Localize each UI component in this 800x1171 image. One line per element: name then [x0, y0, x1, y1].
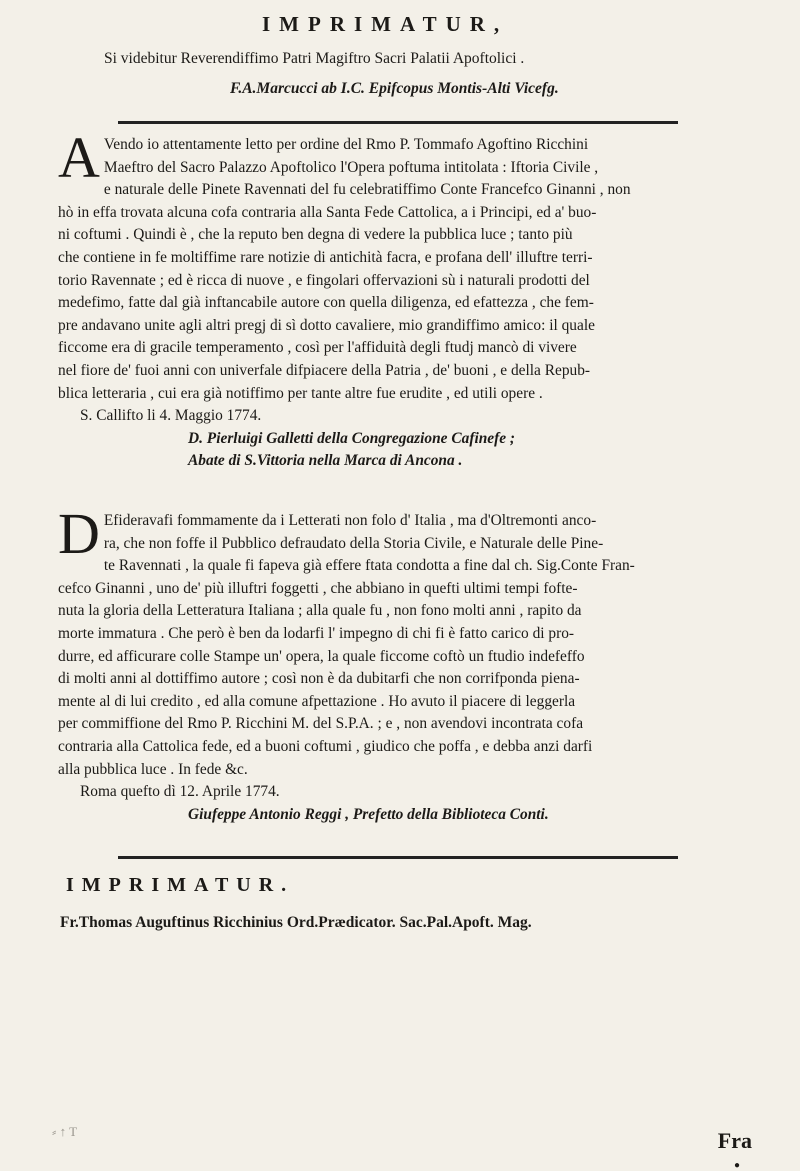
- approval-reggi-line: nuta la gloria della Letteratura Italiana ; alla quale fu , non fono molti anni , rapito da: [58, 602, 582, 620]
- galletti-title: Abate di S.Vittoria nella Marca di Ancona .: [188, 452, 463, 470]
- approval-galletti-line: blica letteraria , cui era già notiffimo per tante altre fue erudite , ed utili opere .: [58, 384, 543, 402]
- approval-galletti-line: Maeftro del Sacro Palazzo Apoftolico l'Opera poftuma intitolata : Iftoria Civile ,: [103, 158, 599, 176]
- approval-reggi-line: di molti anni al dottiffimo autore ; così non è da dubitarfi che non corrifponda piena-: [58, 670, 580, 688]
- approval-reggi-line: ra, che non foffe il Pubblico defraudato della Storia Civile, e Naturale delle Pine-: [103, 534, 604, 552]
- approval-galletti-line: pre andavano unite agli altri pregj di sì dotto cavaliere, mio grandiffimo amico: il quale: [58, 316, 595, 334]
- imprimatur-heading-bottom: IMPRIMATUR.: [66, 874, 295, 896]
- approval-reggi-line: te Ravennati , la quale fi fapeva già effere ftata condotta a fine dal ch. Sig.Conte Fran-: [103, 557, 635, 575]
- approval-galletti-line: Vendo io attentamente letto per ordine del Rmo P. Tommafo Agoftino Ricchini: [103, 136, 589, 153]
- page-dot-mark: ●: [733, 1160, 740, 1171]
- dropcap-d: D: [58, 501, 100, 566]
- approval-galletti-line: hò in effa trovata alcuna cofa contraria alla Santa Fede Cattolica, a i Principi, ed a' buo-: [58, 203, 597, 221]
- approval-reggi-line: per commiffione del Rmo P. Ricchini M. del S.P.A. ; e , non avendovi incontrata cofa: [58, 715, 584, 733]
- imprimatur-heading-top: IMPRIMATUR,: [262, 12, 509, 36]
- dropcap-a: A: [58, 125, 100, 190]
- approval-galletti: [58, 125, 770, 473]
- approval-reggi-line: durre, ed afficurare colle Stampe un' opera, la quale ficcome coftò un ftudio indefeffo: [58, 647, 585, 665]
- approval-galletti-line: ficcome era di gracile temperamento , così per l'affiduità degli ftudj mancò di vivere: [58, 339, 577, 357]
- approval-galletti-line: torio Ravennate ; ed è ricca di nuove , e fingolari offervazioni sù i naturali prodotti del: [58, 271, 590, 289]
- approval-galletti-date: S. Callifto li 4. Maggio 1774.: [80, 407, 262, 425]
- approval-reggi-line: Efideravafi fommamente da i Letterati non folo d' Italia , ma d'Oltremonti anco-: [103, 512, 597, 529]
- approval-galletti-line: e naturale delle Pinete Ravennati del fu celebratiffimo Conte Francefco Ginanni , non: [103, 181, 631, 199]
- approval-reggi-line: contraria alla Cattolica fede, ed a buoni coftumi , giudico che poffa , e debba anzi darfi: [58, 737, 593, 755]
- galletti-signature: D. Pierluigi Galletti della Congregazione Cafinefe ;: [188, 429, 516, 447]
- divider-rule-top: [118, 121, 678, 124]
- approval-reggi-line: alla pubblica luce . In fede &c.: [58, 760, 248, 778]
- divider-rule-bottom: [118, 856, 678, 859]
- approval-reggi-line: morte immatura . Che però è ben da lodarfi l' impegno di chi fi è fatto carico di pro-: [58, 624, 575, 642]
- approval-reggi-line: mente al di lui credito , ed alla comune afpettazione . Ho avuto il piacere di leggerla: [58, 692, 576, 710]
- approval-reggi-date: Roma quefto dì 12. Aprile 1774.: [80, 783, 280, 801]
- approval-galletti-line: medefimo, fatte dal già inftancabile autore con quella diligenza, ed efattezza , che fem-: [58, 294, 594, 312]
- imprimatur-request-line: Si videbitur Reverendiffimo Patri Magiftro Sacri Palatii Apoftolici .: [104, 50, 525, 67]
- approval-galletti-line: che contiene in fe moltiffime rare notizie di antichità facra, e profana dell' illuftre terri-: [58, 248, 593, 266]
- approval-reggi-line: cefco Ginanni , uno de' più illuftri foggetti , che abbiano in quefti ultimi tempi fofte-: [58, 579, 578, 597]
- approval-reggi: [58, 501, 770, 826]
- bishop-signature: F.A.Marcucci ab I.C. Epifcopus Montis-Alti Vicefg.: [230, 80, 559, 97]
- catchword: Fra: [717, 1128, 752, 1153]
- approval-galletti-line: nel fiore de' fuoi anni con univerfale difpiacere della Patria , de' buoni , e della Repub-: [58, 361, 591, 379]
- approval-galletti-line: ni coftumi . Quindi è , che la reputo ben degna di vedere la pubblica luce ; tanto più: [58, 226, 573, 244]
- ink-smudge-mark: ⸗ ↑ T: [52, 1124, 78, 1139]
- master-sacred-palace-line: Fr.Thomas Auguftinus Ricchinius Ord.Prædicator. Sac.Pal.Apoft. Mag.: [60, 914, 532, 931]
- reggi-signature: Giufeppe Antonio Reggi , Prefetto della Biblioteca Conti.: [188, 805, 549, 823]
